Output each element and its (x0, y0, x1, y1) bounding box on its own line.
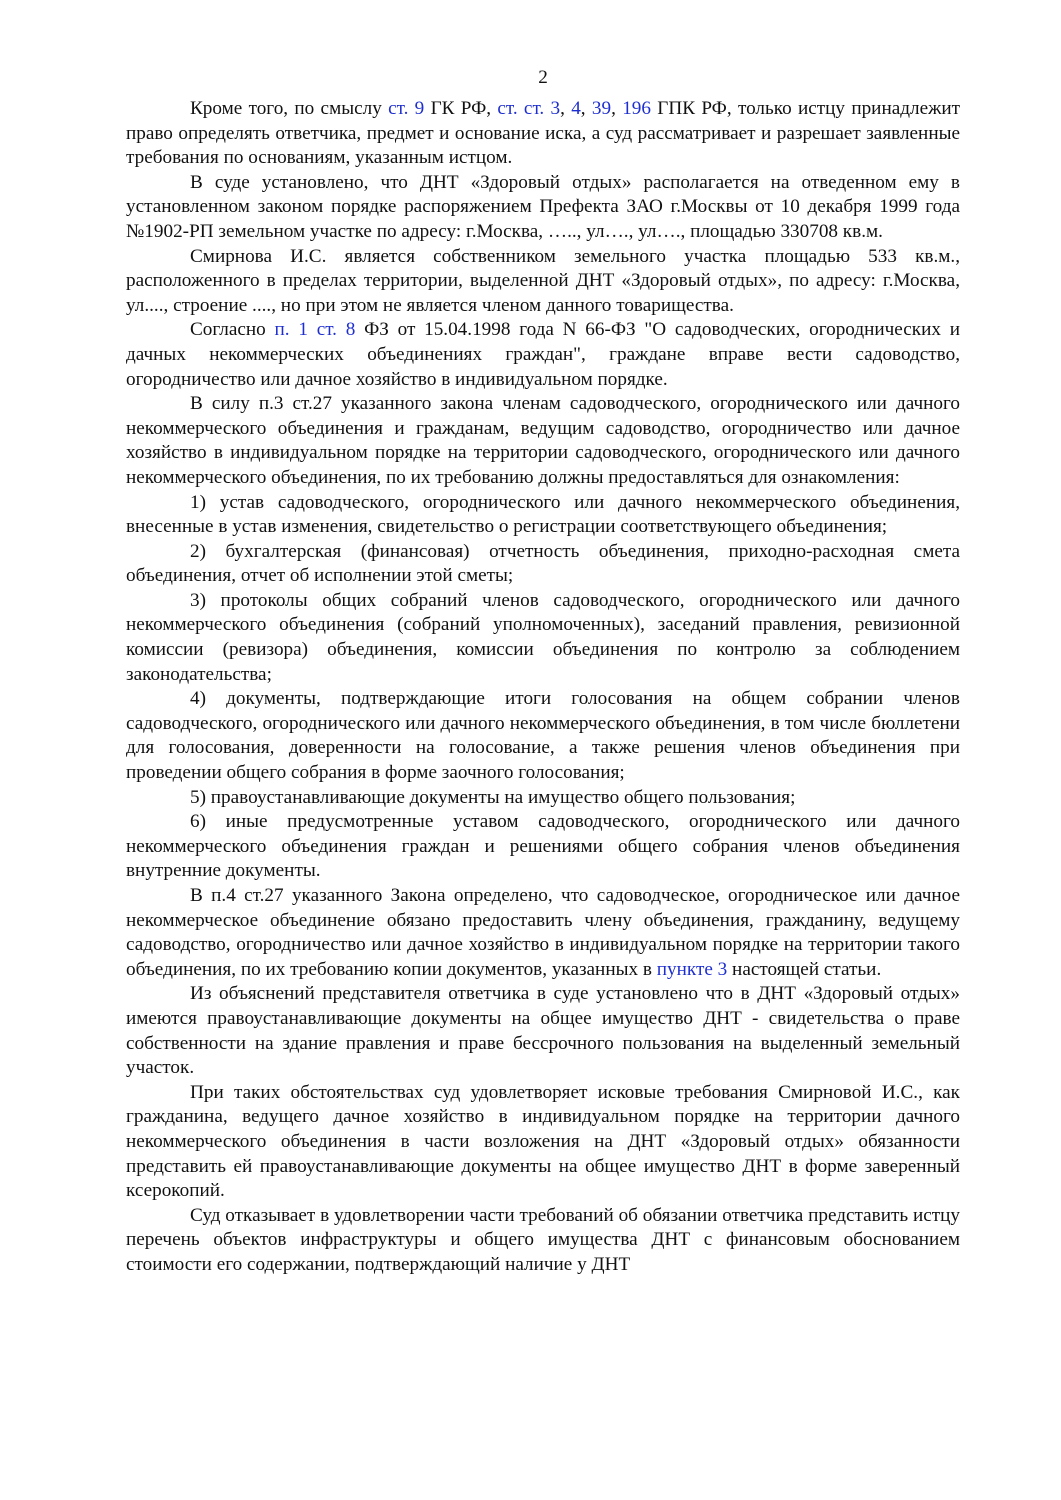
document-body (126, 97, 960, 1278)
paragraph (126, 786, 960, 811)
paragraph-text: ФЗ от 15.04.1998 года N 66-ФЗ "О садоводческих, огороднических и дачных некоммерческих объединениях граждан", граждане вправе вести садоводство, огородничество или дачное хозяйство в индивидуальном порядке. (126, 319, 960, 390)
paragraph-text: 3) протоколы общих собраний членов садоводческого, огороднического или дачного некоммерческого объединения (собраний уполномоченных), заседаний правления, ревизионной комиссии (ревизора) объединения, комиссии объединения по контролю за соблюдением законодательства; (126, 589, 960, 685)
paragraph-text: Кроме того, по смыслу (190, 98, 389, 119)
legal-reference-link[interactable]: 196 (622, 98, 651, 119)
paragraph (126, 884, 960, 982)
paragraph-text: Смирнова И.С. является собственником земельного участка площадью 533 кв.м., расположенного в пределах территории, выделенной ДНТ «Здоровый отдых», по адресу: г.Москва, ул...., строение ...., но при этом не является членом данного товарищества. (126, 245, 960, 316)
paragraph-text: Из объяснений представителя ответчика в суде установлено что в ДНТ «Здоровый отдых» имеются правоустанавливающие документы на общее имущество ДНТ - свидетельства о праве собственности на здание правления и праве бессрочного пользования на выделенный земельный участок. (126, 983, 960, 1079)
paragraph-text: В суде установлено, что ДНТ «Здоровый отдых» располагается на отведенном ему в установленном законом порядке распоряжением Префекта ЗАО г.Москвы от 10 декабря 1999 года №1902-РП земельном участке по адресу: г.Москва, ….., ул…., ул…., площадью 330708 кв.м. (126, 171, 960, 242)
paragraph (126, 171, 960, 245)
paragraph (126, 687, 960, 785)
paragraph-text: При таких обстоятельствах суд удовлетворяет исковые требования Смирновой И.С., как гражданина, ведущего дачное хозяйство в индивидуальном порядке на территории дачного некоммерческого объединения в части возложения на ДНТ «Здоровый отдых» обязанности представить ей правоустанавливающие документы на общее имущество ДНТ в форме заверенный ксерокопий. (126, 1081, 960, 1202)
paragraph-text: , (580, 98, 592, 119)
paragraph (126, 491, 960, 540)
paragraph (126, 1081, 960, 1204)
paragraph (126, 982, 960, 1080)
paragraph-text: ГК РФ, (424, 98, 498, 119)
paragraph-text: , (560, 98, 572, 119)
legal-reference-link[interactable]: пункте 3 (656, 958, 728, 980)
legal-reference-link[interactable]: 4 (571, 98, 581, 119)
legal-reference-link[interactable]: п. 1 ст. 8 (274, 319, 356, 341)
paragraph-text: Согласно (190, 319, 275, 341)
paragraph-text: 6) иные предусмотренные уставом садоводческого, огороднического или дачного некоммерческого объединения граждан и решениями общего собрания членов объединения внутренние документы. (126, 811, 960, 882)
paragraph (126, 589, 960, 687)
paragraph-text: 1) устав садоводческого, огороднического или дачного некоммерческого объединения, внесенные в устав изменения, свидетельство о регистрации соответствующего объединения; (126, 491, 960, 538)
paragraph (126, 245, 960, 319)
legal-reference-link[interactable]: ст. 9 (388, 98, 425, 119)
paragraph (126, 97, 960, 171)
paragraph-text: 2) бухгалтерская (финансовая) отчетность объединения, приходно-расходная смета объединения, отчет об исполнении этой сметы; (126, 540, 960, 587)
legal-reference-link[interactable]: 39 (591, 98, 612, 119)
legal-reference-link[interactable]: ст. ст. 3 (497, 98, 561, 119)
paragraph (126, 810, 960, 884)
paragraph-text: В силу п.3 ст.27 указанного закона членам садоводческого, огороднического или дачного некоммерческого объединения и гражданам, ведущим садоводство, огородничество или дачное хозяйство в индивидуальном порядке на территории садоводческого, огороднического или дачного некоммерческого объединения, по их требованию должны предоставляться для ознакомления: (126, 393, 960, 488)
paragraph-text: ГПК РФ, только истцу принадлежит право определять ответчика, предмет и основание иска, а суд рассматривает и разрешает заявленные требования по основаниям, указанным истцом. (126, 98, 961, 169)
page-number: 2 (538, 67, 548, 88)
paragraph-text: 4) документы, подтверждающие итоги голосования на общем собрании членов садоводческого, огороднического или дачного некоммерческого объединения, в том числе бюллетени для голосования, доверенности на голосование, а также решения членов объединения при проведении общего собрания в форме заочного голосования; (126, 688, 960, 784)
paragraph (126, 1204, 960, 1278)
paragraph (126, 318, 960, 392)
paragraph (126, 540, 960, 589)
paragraph (126, 392, 960, 490)
paragraph-text: настоящей статьи. (727, 958, 882, 980)
paragraph-text: , (611, 98, 623, 119)
paragraph-text: В п.4 ст.27 указанного Закона определено, что садоводческое, огородническое или дачное некоммерческое объединение обязано предоставить члену объединения, гражданину, ведущему садоводство, огородничество или дачное хозяйство в индивидуальном порядке на территории такого объединения, по их требованию копии документов, указанных в (126, 885, 960, 980)
document-page (126, 0, 960, 1278)
paragraph-text: 5) правоустанавливающие документы на имущество общего пользования; (190, 786, 796, 808)
paragraph-text: Суд отказывает в удовлетворении части требований об обязании ответчика представить истцу перечень объектов инфраструктуры и общего имущества ДНТ с финансовым обоснованием стоимости его содержании, подтверждающий наличие у ДНТ (126, 1204, 960, 1275)
